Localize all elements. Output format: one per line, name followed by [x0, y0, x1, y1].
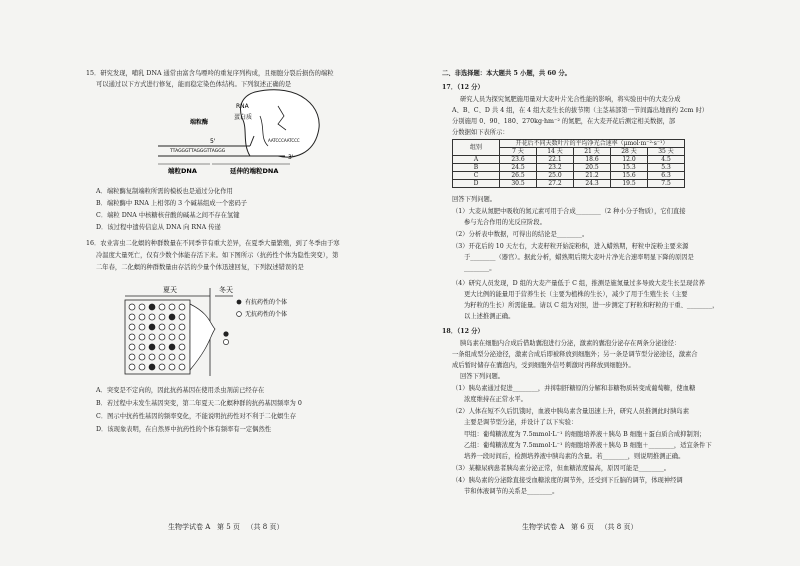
q16-option-c: C．图示中抗药性基因的频率变化，不能说明抗药性对不利于二化螟生存 [96, 413, 297, 420]
individual-dot [139, 324, 145, 330]
q15-option-a: A．端粒酶复制端粒所需的模板也是通过分化作用 [96, 188, 233, 195]
table-day-header: 21 天 [574, 148, 611, 156]
legend-susceptible: 无抗药性的个体 [245, 311, 288, 318]
q17-after-10: 以上述推测正确。 [464, 313, 515, 320]
individual-dot [169, 334, 175, 340]
q18-line-5: （1）胰岛素通过促进________，并抑制肝糖原的分解和非糖物质转变成葡萄糖，使血糖 [452, 385, 696, 392]
table-cell: 4.5 [648, 156, 685, 164]
table-cell: 23.6 [500, 156, 537, 164]
q18-line-13: （4）胰岛素的分泌除直接受血糖浓度的调节外，还受到下丘脑的调节，体现神经调 [452, 477, 683, 484]
table-group-header: 组别 [453, 140, 500, 156]
label-three: 3' [288, 154, 294, 161]
label-new-dna: 延伸的端粒DNA [230, 167, 279, 175]
table-cell: 20.5 [574, 164, 611, 172]
individual-dot [139, 334, 145, 340]
table-cell: 7.5 [648, 180, 685, 188]
q18-line-6: 浓度维持在正常水平。 [464, 396, 527, 403]
q18-line-12: （3）某糖尿病患者胰岛素分泌正常，但血糖浓度偏高，原因可能是________。 [452, 465, 671, 472]
q18-line-10: 乙组：葡萄糖浓度为 7.5mmol·L⁻¹ 的细胞培养液＋胰岛 B 细胞＋________，适宜条件下 [464, 442, 712, 449]
q18-line-1: 胰岛素在细胞内合成后借助囊泡进行分泌，激素的囊泡分泌存在两条分泌途径： [460, 340, 681, 347]
individual-dot [149, 364, 155, 370]
individual-dot [139, 364, 145, 370]
individual-dot [129, 344, 135, 350]
photosynthesis-table [452, 139, 685, 188]
table-day-header: 35 天 [648, 148, 685, 156]
footer-total: （共 8 页） [600, 523, 638, 531]
individual-dot [139, 354, 145, 360]
table-day-header: 14 天 [537, 148, 574, 156]
individual-dot [129, 364, 135, 370]
individual-dot [179, 334, 185, 340]
individual-dot [129, 334, 135, 340]
table-cell: 26.5 [500, 172, 537, 180]
individual-dot [139, 304, 145, 310]
individual-dot [149, 354, 155, 360]
table-cell: D [453, 180, 500, 188]
individual-dot [159, 304, 165, 310]
table-cell: 19.5 [611, 180, 648, 188]
table-cell: 12.0 [611, 156, 648, 164]
label-protein: 蛋白质 [234, 114, 253, 121]
individual-dot [169, 324, 175, 330]
individual-dot [169, 364, 175, 370]
q17-after-7: （4）研究人员发现，D 组的大麦产量低于 C 组，推测是施氮量过多导致大麦生长呈现营养 [452, 280, 705, 287]
q17-after-6: ________。 [464, 265, 496, 272]
footer-page: 第 6 页 [570, 523, 594, 531]
table-cell: A [453, 156, 500, 164]
individual-dot [169, 354, 175, 360]
individual-dot [149, 324, 155, 330]
q17-after-4: （3）开花后的 10 天左右，大麦籽粒开始淀粉积，进入蜡熟期，籽粒中淀粉主要来源 [452, 243, 689, 250]
q18-line-2: 一条组成型分泌途径，激素合成后即被释放到细胞外；另一条是调节型分泌途径，激素合 [452, 351, 698, 358]
table-cell: 24.3 [574, 180, 611, 188]
table-cell: 25.0 [537, 172, 574, 180]
population-figure [115, 284, 345, 379]
table-cell: 22.1 [537, 156, 574, 164]
table-cell: 15.3 [611, 164, 648, 172]
footer-total: （共 8 页） [246, 523, 284, 531]
q18-line-11: 培养一段时间后，检测培养液中胰岛素的含量。若________，则说明推测正确。 [464, 453, 685, 460]
individual-dot [139, 344, 145, 350]
individual-dot [159, 344, 165, 350]
table-row [453, 172, 685, 180]
q17-after-9: 为籽粒的生长）所需能量。请以 C 组为对照，进一步测定了籽粒和籽粒的干重、________， [464, 302, 719, 309]
q17-after-1: （1）大麦从氮肥中吸收的氮元素可用于合成________（2 种小分子物质），它们直接 [452, 208, 686, 215]
table-row [453, 164, 685, 172]
q18-line-7: （2）人体在短不久后饥饿时，血液中胰岛素含量迅速上升，研究人员推测此时胰岛素 [452, 408, 689, 415]
footer-left [168, 522, 283, 532]
q15-line-2: 可以通过以下方式进行修复，能而稳定染色体结构。下列叙述正确的是 [96, 81, 292, 88]
telomerase-diagram [150, 88, 330, 178]
individual-dot [129, 304, 135, 310]
label-rna: RNA [236, 103, 249, 110]
individual-dot [149, 344, 155, 350]
q17-line-2: A、B、C、D 共 4 组，在 4 组大麦生长的拔节期（主茎基部第一节间露出地面约 2cm 时） [452, 107, 709, 114]
table-cell: 6.3 [648, 172, 685, 180]
q18-line-9: 甲组：葡萄糖浓度为 7.5mmol·L⁻¹ 的细胞培养液＋胰岛 B 细胞＋蛋白质合成抑制剂； [464, 431, 706, 438]
label-five: 5' [210, 138, 216, 145]
q16-option-d: D．该现象表明，在自然界中抗药性的个体有频率有一定偶然性 [96, 426, 272, 433]
individual-dot [129, 354, 135, 360]
q15-line-1: 15．研究发现，哺乳 DNA 通常由富含鸟嘌呤的重复序列构成，且细胞分裂后损伤的端粒 [86, 70, 334, 77]
footer-page: 第 5 页 [216, 523, 240, 531]
label-seq-bot: AATCCCAATCCC [268, 138, 300, 143]
individual-dot [169, 304, 175, 310]
individual-dot [159, 324, 165, 330]
label-summer: 夏天 [163, 286, 177, 294]
q17-after-3: （2）分析表中数据，可得出的结论是________。 [452, 231, 589, 238]
label-seq-top: TTAGGGTTAGGGTTAGGG [170, 149, 226, 154]
table-cell: 24.5 [500, 164, 537, 172]
table-day-header: 28 天 [611, 148, 648, 156]
individual-dot [129, 314, 135, 320]
q17-after-5: 于________（器官）。据此分析，蜡熟期后期大麦叶片净光合速率明显下降的原因是 [464, 254, 694, 261]
table-cell: 27.2 [537, 180, 574, 188]
q16-line-2: 冷温度大量死亡，仅有少数个体能存活下来。如下图所示（抗药性个体为隐性突变），第 [96, 252, 339, 259]
q18-head: 18．（12 分） [442, 328, 484, 335]
table-row [453, 156, 685, 164]
q18-line-8: 主要是调节型分泌，并设计了以下实验： [464, 419, 578, 426]
q15-option-b: B．端粒酶中 RNA 上相邻的 3 个碱基组成一个密码子 [96, 200, 248, 207]
table-cell: 18.6 [574, 156, 611, 164]
individual-dot [179, 344, 185, 350]
individual-dot [159, 354, 165, 360]
individual-dot [169, 314, 175, 320]
table-row [453, 180, 685, 188]
q17-after-0: 回答下列问题。 [452, 196, 497, 203]
q18-line-14: 节和体液调节的关系是________。 [464, 488, 559, 495]
q17-line-4: 分数据如下表所示： [452, 129, 509, 136]
individual-dot [179, 314, 185, 320]
q17-line-3: 分别施用 0、90、180、270kg·hm⁻² 的氮肥，在大麦开花后测定相关数据，部 [452, 118, 676, 125]
table-cell: 5.3 [648, 164, 685, 172]
individual-dot [169, 344, 175, 350]
q17-head: 17．（12 分） [442, 84, 484, 91]
label-enzyme: 端粒酶 [190, 119, 209, 126]
legend-resistant: 有抗药性的个体 [245, 299, 288, 306]
individual-dot [159, 314, 165, 320]
table-cell: B [453, 164, 500, 172]
q15-option-d: D．该过程中遗传信息从 DNA 向 RNA 传递 [96, 224, 221, 231]
table-cell: 21.2 [574, 172, 611, 180]
label-winter: 冬天 [219, 286, 233, 294]
q16-option-a: A．突变是不定向的，因此抗药基因在使用杀虫剂前已经存在 [96, 387, 265, 394]
footer-name: 生物学试卷 A [168, 523, 211, 531]
table-cell: 15.6 [611, 172, 648, 180]
individual-dot [179, 354, 185, 360]
right-page [400, 0, 800, 566]
individual-dot [179, 324, 185, 330]
q17-after-2: 参与光合作用的光反应阶段。 [464, 219, 546, 226]
individual-dot [139, 314, 145, 320]
q16-option-b: B．若过程中未发生基因突变，第二年夏天二化螟种群的抗药基因频率为 0 [96, 400, 302, 407]
label-old-dna: 端粒DNA [168, 167, 197, 175]
q18-line-3: 成后暂时储存在囊泡内，受到细胞外信号刺激时再释放到细胞外。 [452, 362, 635, 369]
individual-dot [129, 324, 135, 330]
q16-line-1: 16．农业害虫二化螟的种群数量在不同季节有重大差异，在夏季大量繁殖，到了冬季由于寒 [86, 240, 340, 247]
q15-option-c: C．端粒 DNA 中核糖核苷酸的碱基之间不存在氢键 [96, 212, 240, 219]
individual-dot [149, 314, 155, 320]
table-day-header: 7 天 [500, 148, 537, 156]
individual-dot [159, 364, 165, 370]
individual-dot [149, 334, 155, 340]
footer-name: 生物学试卷 A [522, 523, 565, 531]
individual-dot [159, 334, 165, 340]
individual-dot [179, 304, 185, 310]
section-title: 二、非选择题：本大题共 5 小题，共 60 分。 [442, 70, 571, 77]
individual-dot [149, 304, 155, 310]
table-cell: C [453, 172, 500, 180]
table-cell: 23.2 [537, 164, 574, 172]
table-main-header: 开花后不同天数叶片的平均净光合速率（μmol·m⁻²·s⁻¹） [500, 140, 685, 148]
table-cell: 30.5 [500, 180, 537, 188]
q17-after-8: 更大比例的能量用于营养生长（主要为植株的生长），减少了用于生殖生长（主要 [464, 291, 688, 298]
individual-dot [179, 364, 185, 370]
q16-line-3: 二年春，二化螟的种群数量由存活的少量个体迅速回复，下列叙述错误的是 [96, 264, 304, 271]
q18-line-4: 回答下列问题。 [460, 373, 505, 380]
q17-line-1: 研究人员为探究氮肥施用量对大麦叶片光合性能的影响，将实验田中的大麦分成 [460, 96, 681, 103]
